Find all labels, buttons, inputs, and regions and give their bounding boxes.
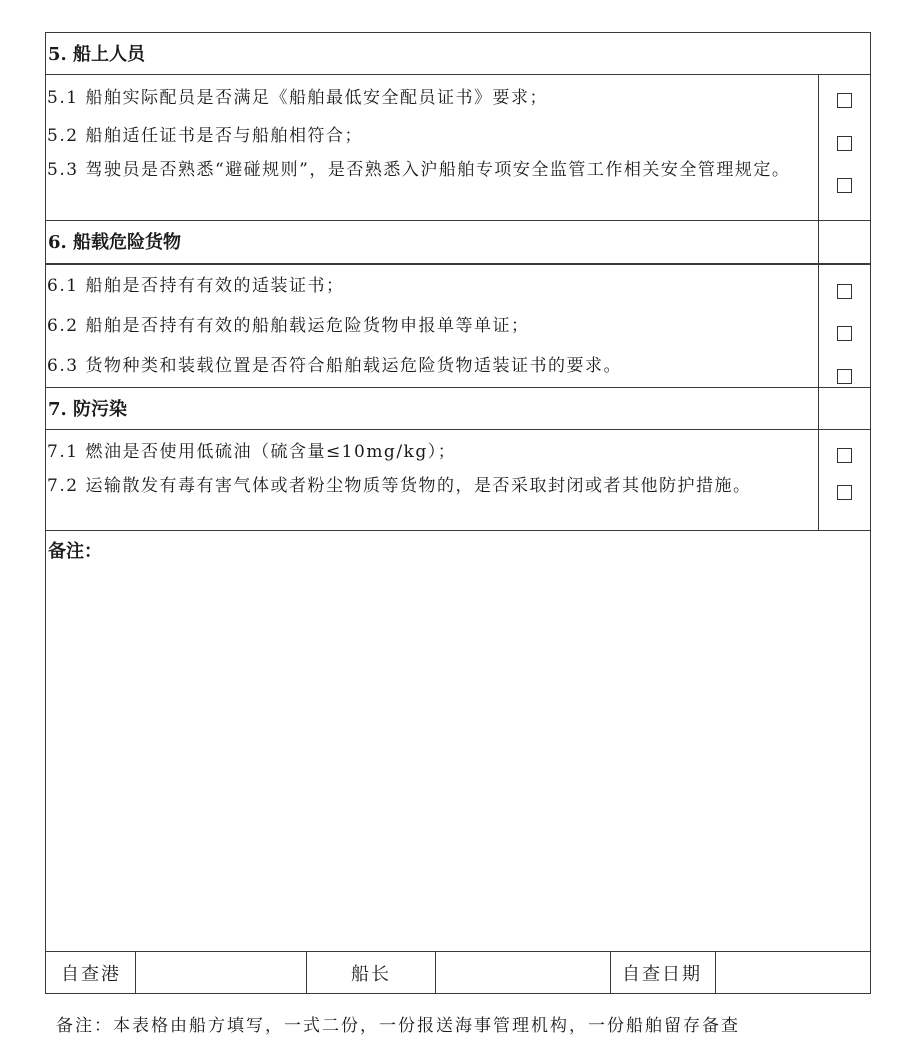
item-7-1: 7.1 燃油是否使用低硫油（硫含量≤10mg/kg）； <box>47 442 457 462</box>
captain-field[interactable] <box>437 953 608 992</box>
checkbox-5-1[interactable] <box>837 93 852 108</box>
checkbox-7-1[interactable] <box>837 448 852 463</box>
section-7-title: 7. 防污染 <box>48 399 128 420</box>
divider <box>45 74 871 75</box>
remarks-label: 备注： <box>48 541 102 562</box>
date-label: 自查日期 <box>622 964 702 985</box>
checkbox-column-divider <box>818 74 819 530</box>
bottom-note: 备注：本表格由船方填写，一式二份，一份报送海事管理机构，一份船舶留存备查 <box>56 1016 740 1036</box>
checkbox-7-2[interactable] <box>837 485 852 500</box>
divider <box>45 220 871 221</box>
footer-divider <box>610 951 611 993</box>
checkbox-6-2[interactable] <box>837 326 852 341</box>
item-6-3: 6.3 货物种类和装载位置是否符合船舶载运危险货物适装证书的要求。 <box>47 356 622 376</box>
item-5-3: 5.3 驾驶员是否熟悉“避碰规则”，是否熟悉入沪船舶专项安全监管工作相关安全管理规定。 <box>47 160 791 180</box>
footer-divider <box>135 951 136 993</box>
footer-divider <box>435 951 436 993</box>
item-6-2: 6.2 船舶是否持有有效的船舶载运危险货物申报单等单证； <box>47 316 530 336</box>
date-field[interactable] <box>717 953 868 992</box>
divider <box>45 429 871 430</box>
item-7-2: 7.2 运输散发有毒有害气体或者粉尘物质等货物的，是否采取封闭或者其他防护措施。 <box>47 476 752 496</box>
section-5-title: 5. 船上人员 <box>48 44 146 65</box>
remarks-area[interactable] <box>47 565 867 947</box>
section-6-title: 6. 船载危险货物 <box>48 232 182 253</box>
checkbox-6-1[interactable] <box>837 284 852 299</box>
checkbox-5-3[interactable] <box>837 178 852 193</box>
table-right-border <box>870 32 871 994</box>
divider <box>45 387 871 388</box>
port-field[interactable] <box>137 953 304 992</box>
checkbox-6-3[interactable] <box>837 369 852 384</box>
checkbox-5-2[interactable] <box>837 136 852 151</box>
table-left-border <box>45 32 46 994</box>
divider <box>45 263 871 265</box>
table-top-border <box>45 32 871 33</box>
table-bottom-border <box>45 993 871 994</box>
item-6-1: 6.1 船舶是否持有有效的适装证书； <box>47 276 345 296</box>
footer-divider <box>306 951 307 993</box>
footer-divider <box>715 951 716 993</box>
divider <box>45 530 871 531</box>
item-5-2: 5.2 船舶适任证书是否与船舶相符合； <box>47 126 363 146</box>
captain-label: 船长 <box>351 964 391 985</box>
port-label: 自查港 <box>61 964 121 985</box>
divider <box>45 951 871 952</box>
item-5-1: 5.1 船舶实际配员是否满足《船舶最低安全配员证书》要求； <box>47 88 548 108</box>
